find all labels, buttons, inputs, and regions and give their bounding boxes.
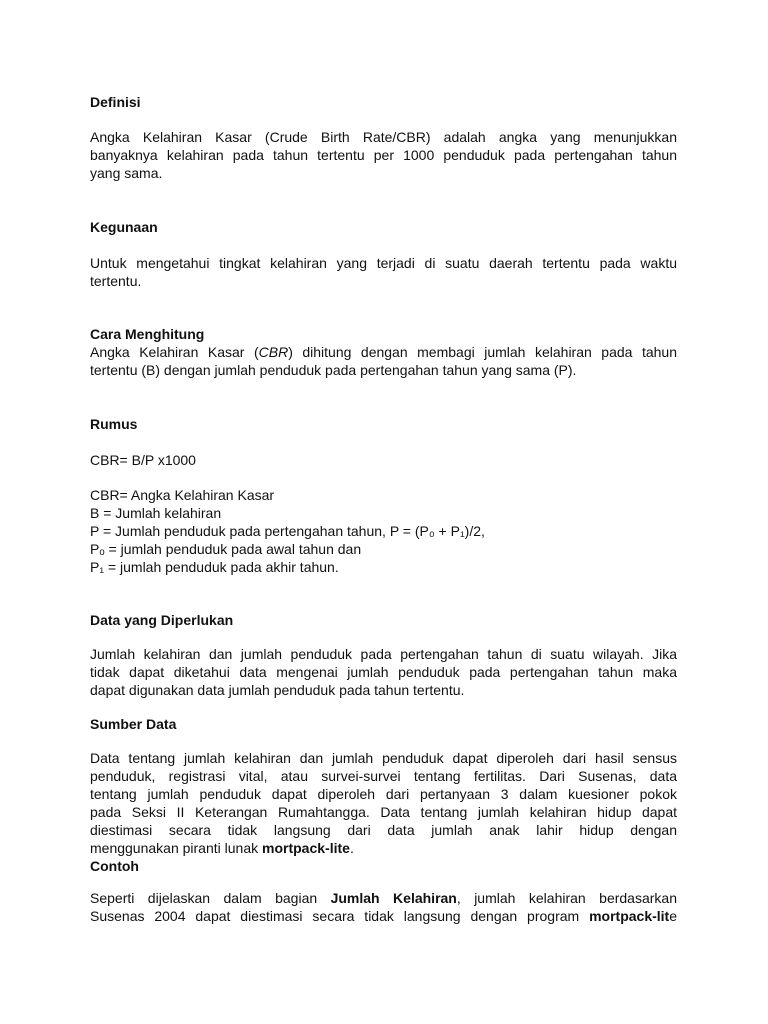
heading-rumus: Rumus: [90, 416, 138, 432]
text-line: [90, 343, 677, 361]
text-line: Angka Kelahiran Kasar (Crude Birth Rate/CBR) adalah angka yang menunjukkan: [90, 129, 677, 145]
heading-contoh: Contoh: [90, 858, 139, 874]
heading-kegunaan: Kegunaan: [90, 219, 158, 235]
paragraph-cara-menghitung: [90, 343, 677, 379]
paragraph-data-diperlukan: [90, 645, 677, 699]
text-line: tidak dapat diketahui data mengenai jumlah penduduk pada pertengahan tahun maka: [90, 664, 677, 680]
text-line: Untuk mengetahui tingkat kelahiran yang terjadi di suatu daerah tertentu pada waktu: [90, 255, 677, 271]
heading-definisi: Definisi: [90, 94, 141, 110]
definition-line: CBR= Angka Kelahiran Kasar: [90, 487, 275, 503]
text-line: [90, 889, 677, 907]
text-line: yang sama.: [90, 165, 163, 181]
definition-line: Pₒ = jumlah penduduk pada awal tahun dan: [90, 541, 362, 557]
definition-line: B = Jumlah kelahiran: [90, 505, 222, 521]
text-line: dapat digunakan data jumlah penduduk pada tahun tertentu.: [90, 682, 465, 698]
text-fragment: .: [349, 840, 354, 856]
text-line: Data tentang jumlah kelahiran dan jumlah penduduk dapat diperoleh dari hasil sensus: [90, 750, 677, 766]
heading-data-diperlukan: Data yang Diperlukan: [90, 612, 234, 628]
mortpack-lite-term: mortpack-lite: [262, 840, 350, 856]
text-line: tertentu.: [90, 273, 142, 289]
heading-sumber-data: Sumber Data: [90, 716, 177, 732]
text-fragment: e: [669, 908, 677, 924]
definition-line: P₁ = jumlah penduduk pada akhir tahun.: [90, 559, 339, 575]
text-line: Jumlah kelahiran dan jumlah penduduk pada pertengahan tahun di suatu wilayah. Jika: [90, 646, 677, 662]
text-line: diestimasi secara tidak langsung dari data jumlah anak lahir hidup dengan: [90, 822, 677, 838]
paragraph-definisi: [90, 128, 677, 182]
text-fragment: ) dihitung dengan membagi jumlah kelahiran pada tahun: [288, 344, 677, 360]
jumlah-kelahiran-term: Jumlah Kelahiran: [330, 890, 457, 906]
text-line: tentang jumlah penduduk dapat diperoleh dari pertanyaan 3 dalam kuesioner pokok: [90, 786, 677, 802]
formula: CBR= B/P x1000: [90, 452, 196, 468]
text-fragment: Seperti dijelaskan dalam bagian: [90, 890, 331, 906]
heading-cara-menghitung: Cara Menghitung: [90, 326, 205, 342]
text-line: banyaknya kelahiran pada tahun tertentu per 1000 penduduk pada pertengahan tahun: [90, 147, 677, 163]
text-line: [90, 907, 677, 925]
text-line: tertentu (B) dengan jumlah penduduk pada pertengahan tahun yang sama (P).: [90, 362, 577, 378]
definition-line: P = Jumlah penduduk pada pertengahan tahun, P = (P₀ + P₁)/2,: [90, 523, 485, 539]
mortpack-lite-term: mortpack-lit: [589, 908, 670, 924]
text-fragment: menggunakan piranti lunak: [90, 840, 263, 856]
text-line: pada Seksi II Keterangan Rumahtangga. Data tentang jumlah kelahiran hidup dapat: [90, 804, 677, 820]
paragraph-kegunaan: [90, 254, 677, 290]
text-fragment: Angka Kelahiran Kasar (: [90, 344, 259, 360]
paragraph-contoh: [90, 889, 677, 925]
text-line: penduduk, registrasi vital, atau survei-survei tentang fertilitas. Dari Susenas, data: [90, 768, 677, 784]
formula-definitions: [90, 486, 677, 576]
text-line: [90, 839, 677, 857]
cbr-emphasis: CBR: [258, 344, 289, 360]
paragraph-sumber-data: [90, 749, 677, 857]
text-fragment: Susenas 2004 dapat diestimasi secara tidak langsung dengan program: [90, 908, 590, 924]
text-fragment: , jumlah kelahiran berdasarkan: [456, 890, 677, 906]
